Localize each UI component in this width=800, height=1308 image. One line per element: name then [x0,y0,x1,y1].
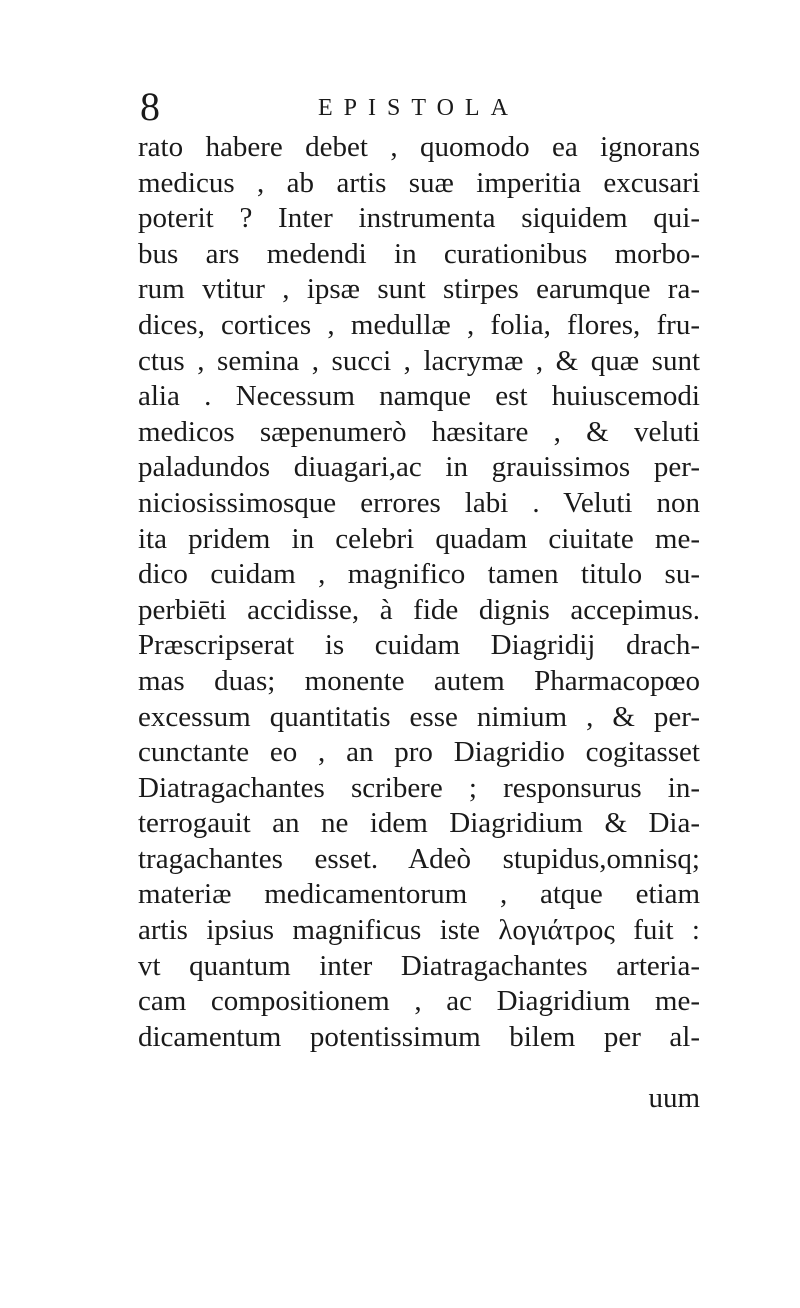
text-line: perbiēti accidisse, à fide dignis accepimus. [138,593,700,626]
text-line: medicus , ab artis suæ imperitia excusari [138,166,700,199]
text-line: mas duas; monente autem Pharmacopœo [138,664,700,697]
text-line: ctus , semina , succi , lacrymæ , & quæ sunt [138,344,700,377]
text-line: medicos sæpenumerò hæsitare , & veluti [138,415,700,448]
text-line: materiæ medicamentorum , atque etiam [138,878,700,911]
text-line: dices, cortices , medullæ , folia, flores, fru- [138,308,700,341]
text-line: niciosissimosque errores labi . Veluti non [138,486,700,519]
catchword: uum [648,1082,700,1114]
body-text [138,130,700,1055]
text-line: Præscripserat is cuidam Diagridij drach- [138,629,700,662]
text-line: rato habere debet , quomodo ea ignorans [138,131,700,163]
text-line: Diatragachantes scribere ; responsurus in- [138,771,700,804]
page-number: 8 [140,84,160,129]
text-line: tragachantes esset. Adeò stupidus,omnisq; [138,842,700,875]
text-line: ita pridem in celebri quadam ciuitate me- [138,522,700,555]
text-line: poterit ? Inter instrumenta siquidem qui- [138,202,700,235]
text-line: rum vtitur , ipsæ sunt stirpes earumque ra- [138,273,700,306]
text-line: excessum quantitatis esse nimium , & per- [138,700,700,733]
text-line: bus ars medendi in curationibus morbo- [138,237,700,270]
text-line: alia . Necessum namque est huiuscemodi [138,380,700,413]
text-line: vt quantum inter Diatragachantes arteria- [138,949,700,982]
running-head: EPISTOLA [318,95,519,121]
text-line: cam compositionem , ac Diagridium me- [138,985,700,1018]
text-line: terrogauit an ne idem Diagridium & Dia- [138,807,700,840]
text-line: cunctante eo , an pro Diagridio cogitasset [138,736,700,769]
text-line: paladundos diuagari,ac in grauissimos per- [138,451,700,484]
text-line: artis ipsius magnificus iste λογιάτρος fuit : [138,914,700,947]
page-header [140,82,700,132]
text-line: dicamentum potentissimum bilem per al- [138,1020,700,1053]
text-line: dico cuidam , magnifico tamen titulo su- [138,558,700,591]
